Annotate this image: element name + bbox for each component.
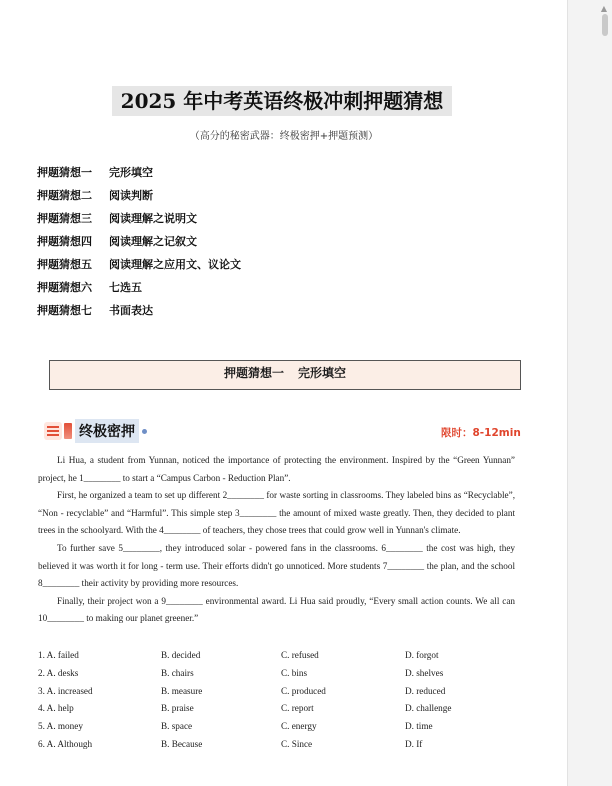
option-b: B. measure (161, 685, 203, 696)
toc-label: 阅读理解之应用文、议论文 (109, 258, 241, 271)
scroll-up-icon[interactable]: ▲ (600, 4, 607, 13)
toc-item[interactable] (37, 281, 241, 304)
option-d: D. time (405, 721, 433, 732)
passage-paragraph: Finally, their project won a 9________ environmental award. Li Hua said proudly, “Every small action counts. We all can 10________ to making our planet greener.” (38, 595, 515, 624)
toc-item[interactable] (37, 304, 241, 327)
document-title: 2025 年中考英语终极冲刺押题猜想 (112, 86, 452, 116)
toc-label: 完形填空 (109, 166, 153, 179)
toc-number: 押题猜想四 (37, 235, 92, 248)
option-d: D. challenge (405, 703, 452, 714)
toc-number: 押题猜想五 (37, 258, 92, 271)
option-a: 1. A. failed (38, 650, 79, 660)
option-row (38, 718, 518, 736)
toc-label: 阅读理解之记叙文 (109, 235, 197, 248)
time-limit: 限时：8-12min (441, 427, 521, 439)
dot-icon (142, 429, 147, 434)
toc-label: 阅读理解之说明文 (109, 212, 197, 225)
option-a: 2. A. desks (38, 667, 79, 678)
toc-label: 七选五 (109, 281, 142, 294)
option-c: C. Since (281, 738, 313, 749)
toc-number: 押题猜想二 (37, 189, 92, 202)
option-c: C. bins (281, 667, 308, 678)
toc-number: 押题猜想七 (37, 304, 92, 317)
option-c: C. energy (281, 721, 317, 732)
toc-label: 书面表达 (109, 304, 153, 317)
option-row (38, 700, 518, 718)
option-a: 3. A. increased (38, 685, 93, 696)
option-b: B. chairs (161, 667, 194, 678)
section-number: 押题猜想一 (223, 366, 284, 380)
toc-item[interactable] (37, 235, 241, 258)
option-b: B. decided (161, 650, 201, 660)
table-of-contents (37, 166, 241, 327)
option-d: D. shelves (405, 667, 444, 678)
cloze-passage (38, 452, 515, 628)
section-label: 完形填空 (298, 366, 347, 380)
option-c: C. report (281, 703, 314, 714)
toc-item[interactable] (37, 258, 241, 281)
option-row (38, 736, 518, 754)
toc-item[interactable] (37, 166, 241, 189)
option-c: C. refused (281, 650, 319, 660)
option-a: 5. A. money (38, 721, 83, 732)
vertical-scrollbar[interactable] (567, 0, 612, 786)
badge-label: 终极密押 (75, 419, 139, 443)
option-a: 6. A. Although (38, 738, 93, 749)
option-b: B. praise (161, 703, 194, 714)
option-row (38, 683, 518, 701)
toc-item[interactable] (37, 189, 241, 212)
option-row (38, 665, 518, 683)
ultimate-prediction-badge (44, 418, 147, 444)
section-heading (49, 360, 521, 390)
passage-paragraph: To further save 5________, they introduced solar - powered fans in the classrooms. 6________ the cost was high, they believed it was worth it for long - term use. Their efforts didn't go unnoticed. More students 7________ the plan, and the school 8________ their activity by providing more resources. (38, 542, 515, 589)
document-icon (44, 422, 62, 440)
option-d: D. forgot (405, 650, 439, 660)
passage-paragraph: Li Hua, a student from Yunnan, noticed the importance of protecting the environment. Inspired by the “Green Yunnan” project, he 1________ to start a “Campus Carbon - Reduction Plan”. (38, 455, 515, 483)
toc-label: 阅读判断 (109, 189, 153, 202)
option-d: D. If (405, 738, 423, 749)
passage-paragraph: First, he organized a team to set up different 2________ for waste sorting in classrooms. They labeled bins as “Recyclable”, “Non - recyclable” and “Harmful”. This simple step 3________ the amount of mixed waste greatly. Then, they decided to plant trees in the schoolyard. With the 4________ of teachers, they chose trees that could grow well in Yunnan's climate. (38, 490, 515, 536)
option-d: D. reduced (405, 685, 446, 696)
toc-number: 押题猜想三 (37, 212, 92, 225)
option-row (38, 647, 518, 665)
option-a: 4. A. help (38, 703, 74, 714)
bar-decoration-icon (64, 423, 72, 439)
answer-options (38, 647, 518, 754)
scrollbar-thumb[interactable] (602, 14, 608, 36)
toc-item[interactable] (37, 212, 241, 235)
toc-number: 押题猜想六 (37, 281, 92, 294)
option-c: C. produced (281, 685, 326, 696)
toc-number: 押题猜想一 (37, 166, 92, 179)
option-b: B. Because (161, 738, 203, 749)
option-b: B. space (161, 721, 193, 732)
document-subtitle: （高分的秘密武器：终极密押+押题预测） (189, 131, 379, 142)
